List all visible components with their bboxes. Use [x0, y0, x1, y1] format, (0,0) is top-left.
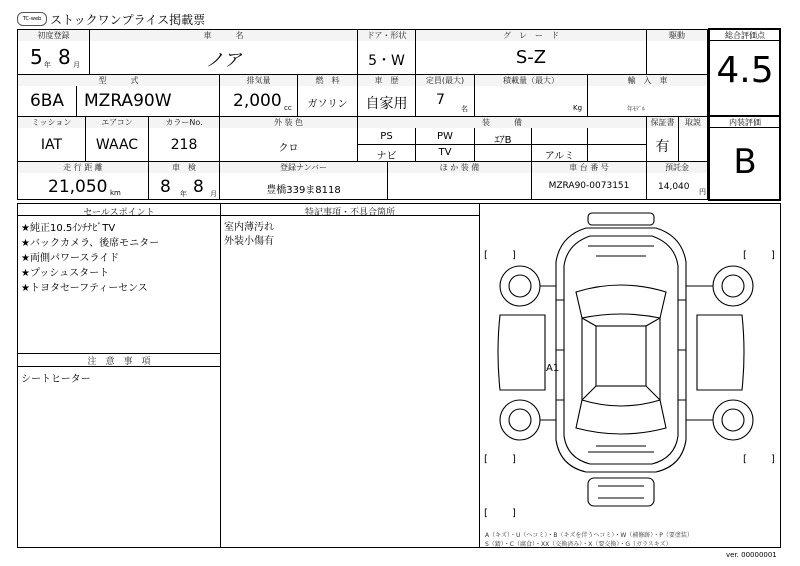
equip-pw: PW: [437, 131, 453, 142]
load-unit: Kg: [573, 104, 583, 112]
list-item: シートヒーター: [21, 374, 91, 385]
label-deposit: 預託金: [647, 162, 707, 173]
interior-score: B: [733, 142, 757, 182]
label-other-equip: ほ か 装 備: [388, 162, 531, 173]
label-car-name: 車 名: [90, 30, 357, 41]
label-load: 積載量（最大）: [475, 75, 587, 86]
first-reg-month: 8: [58, 45, 71, 69]
label-mission: ミッション: [18, 117, 85, 128]
label-model-type: 型 式: [18, 75, 219, 86]
label-color-no: カラーNo.: [149, 117, 219, 128]
label-chassis: 車 台 番 号: [532, 162, 646, 173]
label-usage: 車 歴: [358, 75, 415, 86]
bracket-close-bottom: ]: [512, 508, 516, 519]
mileage-value: 21,050: [48, 177, 108, 197]
label-grade: グ レ ー ド: [416, 30, 646, 41]
label-fuel: 燃 料: [298, 75, 357, 86]
label-plate: 登録ナンバー: [220, 162, 387, 173]
list-item: ★プッシュスタート: [21, 268, 110, 279]
bracket-open-tl: [: [484, 250, 488, 261]
damage-mark: A1: [546, 363, 560, 374]
overall-score: 4.5: [716, 50, 774, 91]
equip-ps: PS: [380, 131, 393, 142]
interior-score-label: 内装評価: [729, 118, 761, 127]
list-item: 室内薄汚れ: [224, 222, 274, 233]
chassis-value: MZRA90-0073151: [548, 181, 630, 191]
label-drive: 駆動: [647, 30, 707, 41]
first-reg-year: 5: [30, 45, 43, 69]
list-item: 外装小傷有: [224, 236, 274, 247]
label-manual: 取説: [679, 117, 707, 128]
displacement-value: 2,000: [233, 91, 282, 111]
caution-label: 注 意 事 項: [87, 357, 151, 367]
import-note: 年ﾓﾃﾞﾙ: [627, 106, 646, 113]
month-unit: 月: [73, 61, 80, 69]
model-prefix: 6BA: [29, 91, 65, 111]
inspection-year-unit: 年: [180, 190, 187, 198]
logo: TC-web: [17, 12, 47, 26]
list-item: ★両側パワースライド: [21, 253, 120, 264]
legend-line-2: S（錆）・C（腐食）・XX（交換済み）・X（要交換）・G（ガラスキズ）: [485, 541, 672, 548]
label-door-shape: ドア・形状: [358, 30, 415, 41]
label-inspection: 車 検: [149, 162, 219, 173]
color-no-value: 218: [170, 137, 198, 153]
list-item: ★純正10.5ｲﾝﾁﾅﾋﾞTV: [21, 223, 116, 234]
mission-value: IAT: [40, 137, 63, 153]
deposit-unit: 円: [699, 188, 706, 196]
deposit-value: 14,040: [658, 182, 690, 192]
bracket-open-br: [: [743, 454, 747, 465]
label-import: 輸 入 車: [588, 75, 707, 86]
car-name-value: ノア: [205, 50, 242, 71]
warranty-value: 有: [655, 139, 670, 155]
displacement-unit: cc: [284, 104, 292, 112]
equip-airbag: ｴｱB: [494, 135, 512, 146]
label-first-reg: 初度登録: [18, 30, 89, 41]
label-mileage: 走 行 距 離: [18, 162, 148, 173]
bracket-close-tl: ]: [512, 250, 516, 261]
model-type-value: MZRA90W: [84, 91, 172, 111]
version-label: ver. 00000001: [726, 551, 777, 559]
label-displacement: 排気量: [220, 75, 297, 86]
capacity-value: 7: [436, 92, 445, 108]
label-capacity: 定員(最大): [416, 75, 474, 86]
grade-value: S-Z: [515, 47, 547, 68]
mileage-unit: km: [110, 189, 121, 197]
inspection-year: 8: [160, 177, 171, 197]
equip-alumi: アルミ: [544, 151, 575, 162]
label-warranty: 保証書: [647, 117, 678, 128]
legend-line-1: A（キズ）・U（ヘコミ）・B（キズを伴うヘコミ）・W（補修跡）・P（要塗装）: [485, 532, 693, 539]
label-aircon: エアコン: [86, 117, 148, 128]
label-equipment: 装 備: [358, 117, 646, 128]
aircon-value: WAAC: [95, 137, 139, 153]
capacity-unit: 名: [461, 105, 468, 113]
bracket-open-tr: [: [743, 250, 747, 261]
equip-navi: ナビ: [376, 151, 397, 162]
bracket-close-bl: ]: [512, 454, 516, 465]
inspection-month: 8: [193, 177, 204, 197]
notes-label: 特記事項・不具合箇所: [304, 208, 395, 218]
year-unit: 年: [44, 61, 51, 69]
door-shape-value: 5・W: [368, 53, 405, 69]
bracket-open-bottom: [: [484, 508, 488, 519]
equip-tv: TV: [438, 147, 452, 158]
inspection-month-unit: 月: [210, 190, 217, 198]
bracket-close-br: ]: [771, 454, 775, 465]
list-item: ★バックカメラ、後席モニター: [21, 238, 160, 249]
usage-value: 自家用: [365, 96, 408, 112]
list-item: ★トヨタセーフティーセンス: [21, 283, 148, 294]
exterior-value: クロ: [278, 143, 299, 154]
bracket-close-tr: ]: [771, 250, 775, 261]
overall-score-label: 総合評価点: [725, 31, 765, 40]
plate-value: 豊橋339ま8118: [266, 185, 341, 196]
bracket-open-bl: [: [484, 454, 488, 465]
page-title: ストックワンプライス掲載票: [50, 13, 206, 27]
label-exterior: 外 装 色: [220, 117, 357, 128]
sales-points-label: セールスポイント: [83, 208, 155, 218]
fuel-value: ガソリン: [307, 99, 348, 110]
